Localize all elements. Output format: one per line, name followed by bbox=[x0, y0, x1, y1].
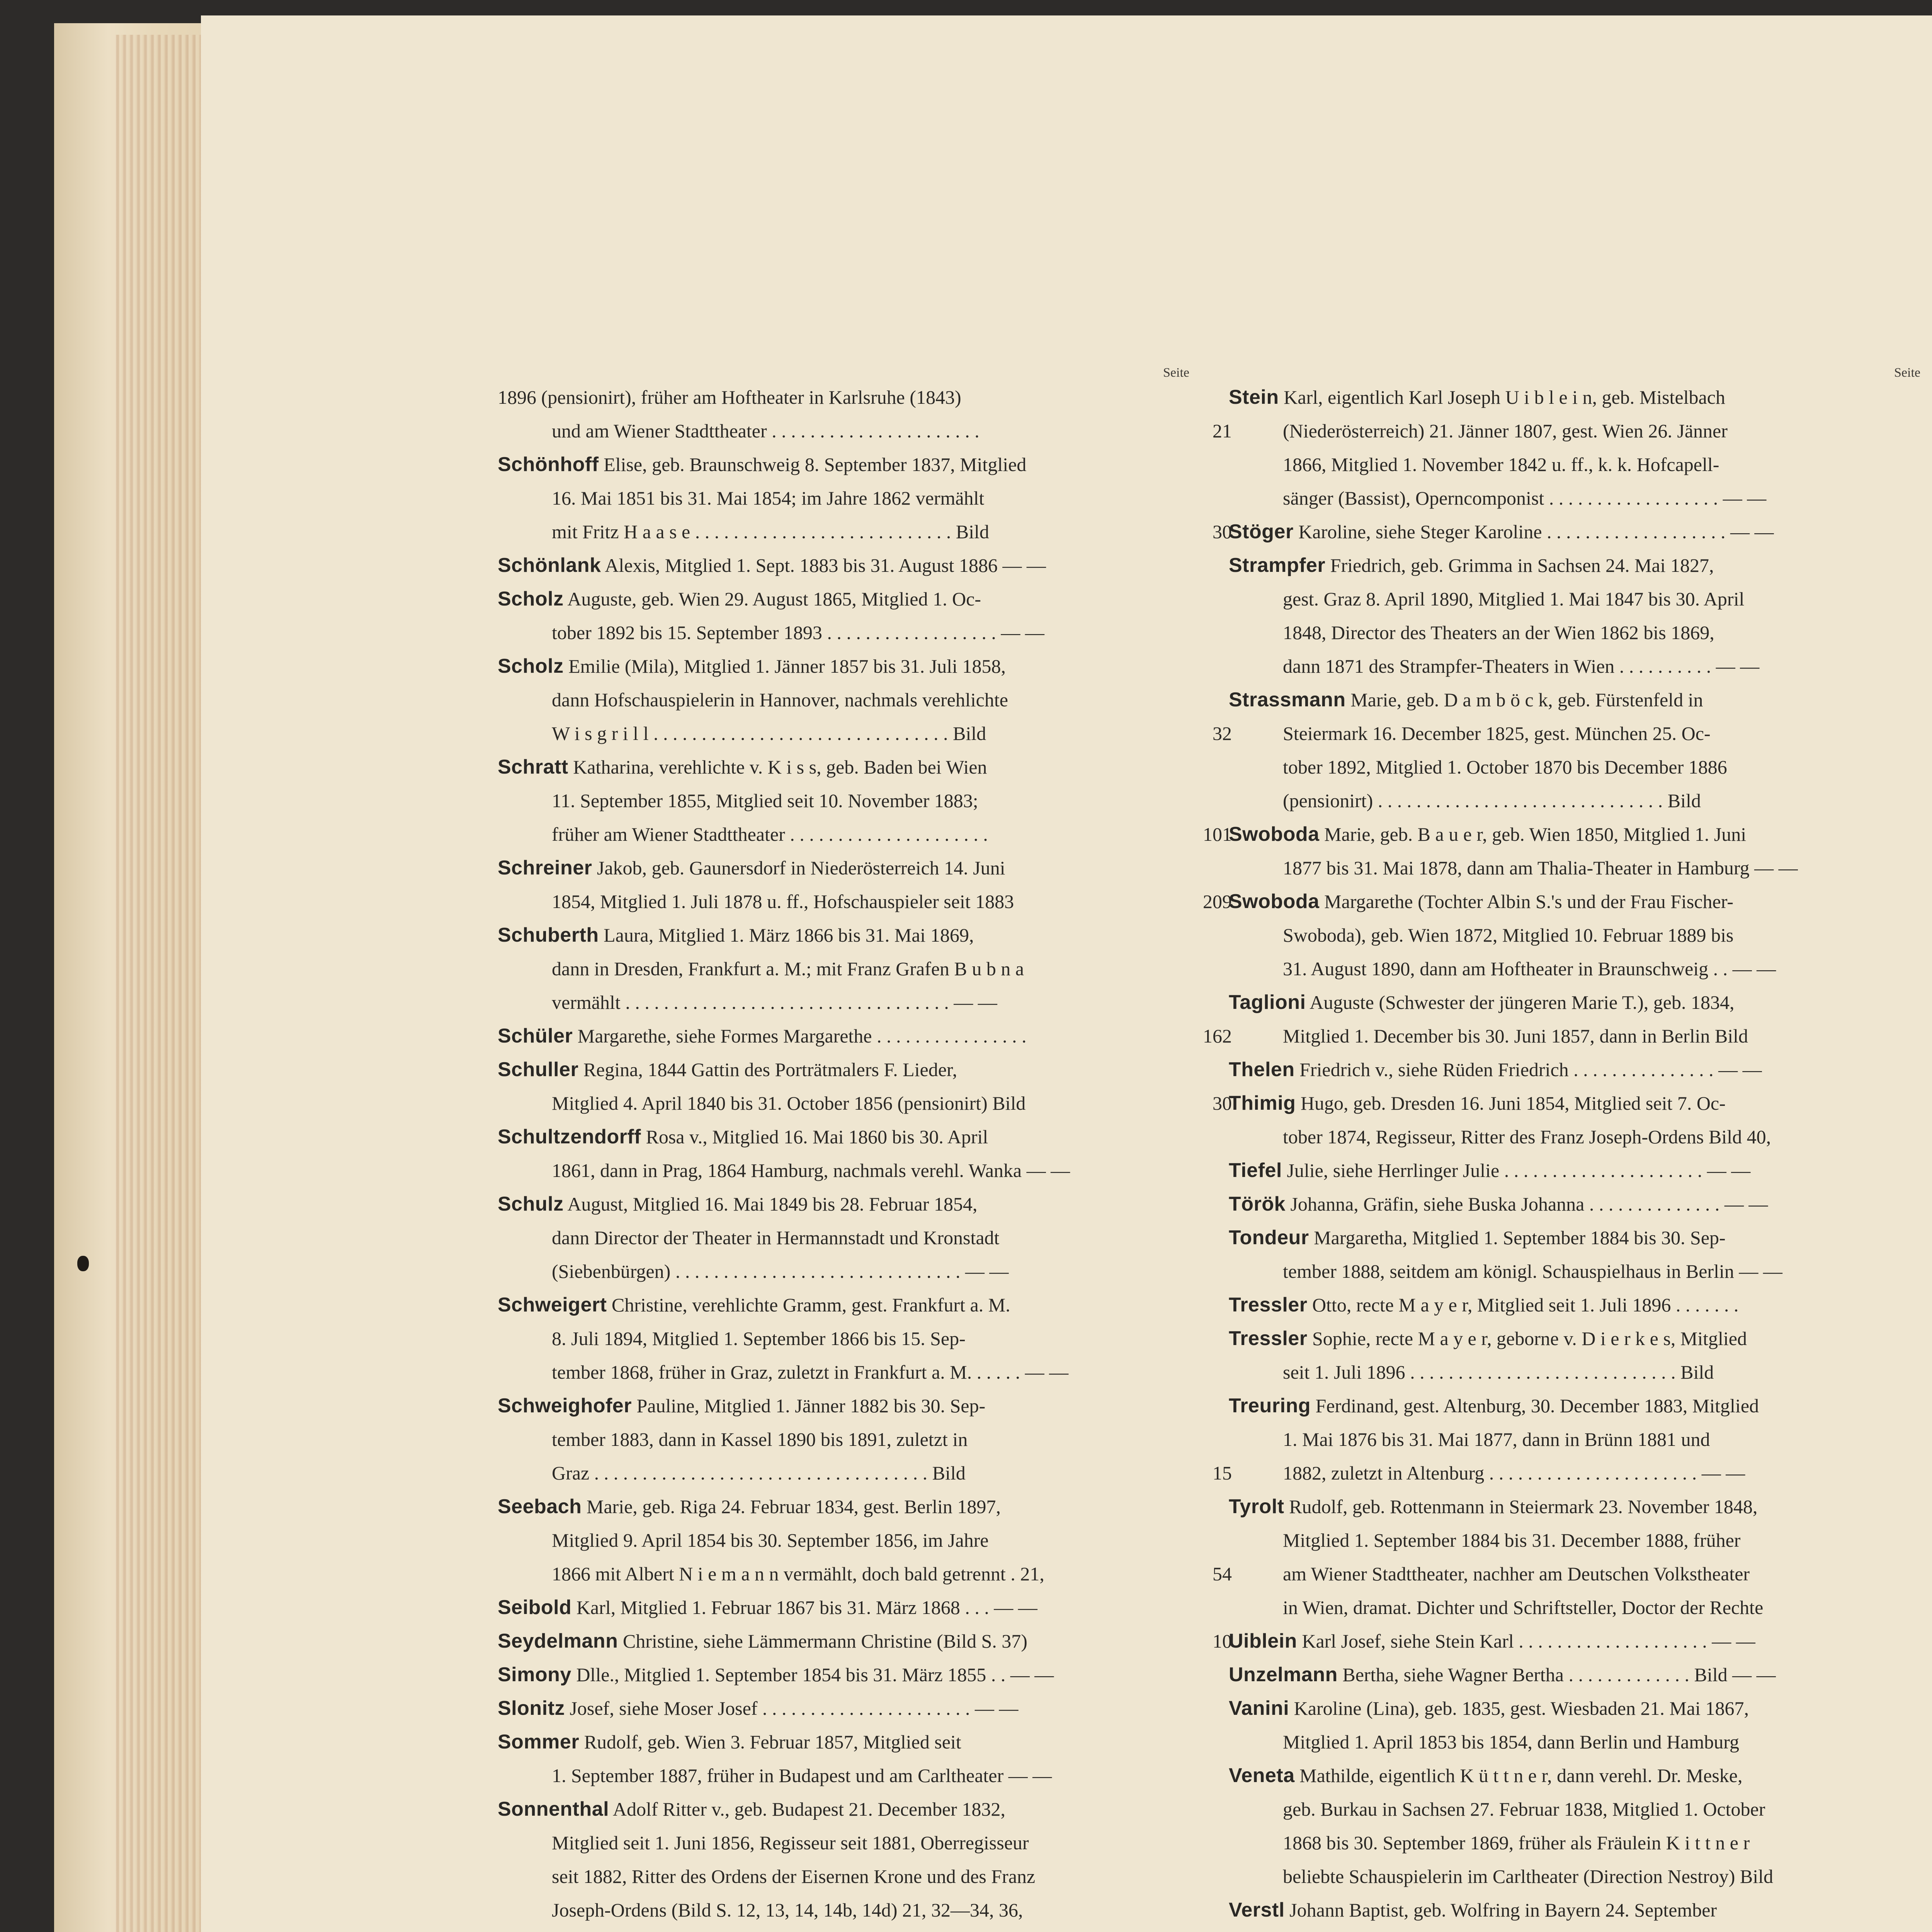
entry-name: Scholz bbox=[498, 655, 564, 677]
entry-text: Johann Baptist, geb. Wolfring in Bayern 24. September bbox=[1289, 1899, 1717, 1921]
entry-line bbox=[498, 414, 1178, 448]
entry-text: 1882, zuletzt in Altenburg . . . . . . . . . . . . . . . . . . . . . . — — bbox=[1283, 1462, 1745, 1484]
entry-text: Mathilde, eigentlich K ü t t n e r, dann verehl. Dr. Meske, bbox=[1299, 1765, 1743, 1786]
entry-name: Seibold bbox=[498, 1596, 572, 1619]
index-entry bbox=[498, 750, 1232, 851]
entry-text: Bertha, siehe Wagner Bertha . . . . . . . . . . . . . Bild — — bbox=[1342, 1664, 1776, 1685]
entry-line bbox=[1229, 1692, 1909, 1725]
entry-line bbox=[1229, 650, 1909, 683]
entry-text: tober 1892, Mitglied 1. October 1870 bis December 1886 bbox=[1283, 756, 1727, 778]
entry-text: in Wien, dramat. Dichter und Schriftsteller, Doctor der Rechte bbox=[1283, 1597, 1764, 1618]
entry-line bbox=[498, 616, 1178, 650]
entry-text: Rudolf, geb. Rottenmann in Steiermark 23. November 1848, bbox=[1289, 1496, 1758, 1517]
entry-name: Schönhoff bbox=[498, 453, 599, 476]
entry-line bbox=[498, 1019, 1178, 1053]
entry-text: Margarethe (Tochter Albin S.'s und der Frau Fischer- bbox=[1324, 891, 1733, 912]
entry-text: 31. August 1890, dann am Hoftheater in Braunschweig . . — — bbox=[1283, 958, 1776, 980]
entry-line bbox=[498, 1725, 1178, 1759]
index-entry bbox=[1229, 1692, 1909, 1759]
entry-text: mit Fritz H a a s e . . . . . . . . . . . . . . . . . . . . . . . . . . . Bild bbox=[552, 521, 989, 543]
entry-line bbox=[1229, 1087, 1909, 1120]
entry-text: W i s g r i l l . . . . . . . . . . . . . . . . . . . . . . . . . . . . . . . Bild bbox=[552, 723, 986, 744]
entry-text: 1. September 1887, früher in Budapest und am Carltheater — — bbox=[552, 1765, 1052, 1786]
entry-line bbox=[1229, 1322, 1909, 1355]
entry-line bbox=[1229, 1053, 1909, 1087]
entry-line bbox=[1229, 1120, 1909, 1154]
entry-text: 1. Mai 1876 bis 31. Mai 1877, dann in Brünn 1881 und bbox=[1283, 1429, 1710, 1450]
entry-text: Regina, 1844 Gattin des Porträtmalers F. Lieder, bbox=[583, 1059, 957, 1080]
entry-name: Tondeur bbox=[1229, 1226, 1309, 1249]
entry-text: Joseph-Ordens (Bild S. 12, 13, 14, 14b, 14d) 21, 32—34, 36, bbox=[552, 1899, 1023, 1921]
index-entry bbox=[1229, 1053, 1909, 1087]
entry-text: 1868 bis 30. September 1869, früher als Fräulein K i t t n e r bbox=[1283, 1832, 1750, 1854]
entry-text: dann Hofschauspielerin in Hannover, nachmals verehlichte bbox=[552, 689, 1008, 711]
entry-line bbox=[1229, 1355, 1909, 1389]
entry-name: Scholz bbox=[498, 588, 564, 610]
page-reference bbox=[1913, 1860, 1932, 1893]
entry-line bbox=[498, 885, 1178, 918]
entry-name: Schönlank bbox=[498, 554, 601, 577]
entry-name: Tressler bbox=[1229, 1327, 1308, 1350]
entry-text: tember 1888, seitdem am königl. Schauspielhaus in Berlin — — bbox=[1283, 1260, 1782, 1282]
entry-line bbox=[1229, 986, 1909, 1019]
entry-line bbox=[498, 448, 1178, 481]
entry-line bbox=[1229, 1019, 1909, 1053]
entry-line bbox=[498, 1120, 1178, 1154]
entry-name: Thelen bbox=[1229, 1058, 1295, 1081]
entry-line bbox=[1229, 1524, 1909, 1557]
entry-line bbox=[498, 1490, 1178, 1524]
entry-text: Friedrich, geb. Grimma in Sachsen 24. Mai 1827, bbox=[1330, 554, 1714, 576]
entry-line bbox=[498, 1692, 1178, 1725]
entry-line bbox=[1229, 1793, 1909, 1826]
entry-name: Tressler bbox=[1229, 1294, 1308, 1316]
page-reference: 162 bbox=[1203, 1025, 1232, 1047]
entry-line bbox=[1229, 1624, 1909, 1658]
page-reference bbox=[1913, 784, 1932, 818]
entry-line bbox=[498, 1826, 1178, 1860]
seite-label-left: Seite bbox=[1163, 366, 1189, 380]
entry-line bbox=[498, 851, 1178, 885]
index-entry bbox=[1229, 986, 1909, 1053]
index-entry bbox=[498, 448, 1232, 549]
entry-line bbox=[498, 1624, 1178, 1658]
entry-text: dann 1871 des Strampfer-Theaters in Wien . . . . . . . . . . — — bbox=[1283, 655, 1760, 677]
entry-text: Katharina, verehlichte v. K i s s, geb. Baden bei Wien bbox=[573, 756, 987, 778]
index-entry bbox=[498, 1053, 1232, 1120]
entry-text: Karl, eigentlich Karl Joseph U i b l e i n, geb. Mistelbach bbox=[1284, 386, 1725, 408]
entry-text: Josef, siehe Moser Josef . . . . . . . . . . . . . . . . . . . . . . — — bbox=[570, 1697, 1019, 1719]
index-entry bbox=[1229, 1893, 1909, 1932]
page-reference: 54 bbox=[1213, 1563, 1232, 1585]
entry-name: Schuberth bbox=[498, 924, 599, 946]
entry-line bbox=[1229, 1893, 1909, 1927]
entry-text: sänger (Bassist), Operncomponist . . . . . . . . . . . . . . . . . . — — bbox=[1283, 487, 1767, 509]
entry-name: Swoboda bbox=[1229, 823, 1320, 845]
entry-text: beliebte Schauspielerin im Carltheater (Direction Nestroy) Bild bbox=[1283, 1866, 1774, 1887]
index-entry bbox=[1229, 1154, 1909, 1187]
entry-text: Rosa v., Mitglied 16. Mai 1860 bis 30. April bbox=[646, 1126, 988, 1148]
entry-line bbox=[498, 582, 1178, 616]
entry-line bbox=[498, 549, 1178, 582]
entry-line bbox=[1229, 515, 1909, 549]
entry-line bbox=[498, 1557, 1178, 1591]
entry-text: Adolf Ritter v., geb. Budapest 21. December 1832, bbox=[612, 1798, 1005, 1820]
page-reference bbox=[1913, 1288, 1932, 1322]
entry-name: Török bbox=[1229, 1193, 1286, 1215]
entry-text: dann in Dresden, Frankfurt a. M.; mit Franz Grafen B u b n a bbox=[552, 958, 1024, 980]
entry-line bbox=[1229, 1389, 1909, 1423]
index-entry bbox=[1229, 818, 1909, 885]
entry-line bbox=[1229, 750, 1909, 784]
entry-line bbox=[498, 1759, 1178, 1793]
entry-text: früher am Wiener Stadttheater . . . . . . . . . . . . . . . . . . . . . bbox=[552, 823, 988, 845]
entry-line bbox=[498, 1087, 1178, 1120]
entry-line bbox=[1229, 616, 1909, 650]
entry-name: Unzelmann bbox=[1229, 1663, 1338, 1686]
entry-text: Auguste, geb. Wien 29. August 1865, Mitglied 1. Oc- bbox=[567, 588, 981, 610]
entry-line bbox=[1229, 952, 1909, 986]
index-entry bbox=[498, 381, 1232, 448]
entry-line bbox=[1229, 1221, 1909, 1255]
entry-name: Schulz bbox=[498, 1193, 564, 1215]
entry-text: Pauline, Mitglied 1. Jänner 1882 bis 30. Sep- bbox=[636, 1395, 986, 1417]
entry-line bbox=[1229, 1860, 1909, 1893]
binding-hole bbox=[77, 1256, 89, 1271]
entry-line bbox=[1229, 1927, 1909, 1932]
entry-name: Schratt bbox=[498, 756, 568, 778]
entry-name: Schreiner bbox=[498, 857, 592, 879]
index-entry bbox=[1229, 683, 1909, 818]
index-entry bbox=[1229, 381, 1909, 515]
entry-line bbox=[498, 381, 1178, 414]
entry-name: Tiefel bbox=[1229, 1159, 1282, 1182]
entry-text: tober 1892 bis 15. September 1893 . . . . . . . . . . . . . . . . . . — — bbox=[552, 622, 1044, 643]
index-entry bbox=[498, 1591, 1178, 1624]
index-entry bbox=[1229, 1087, 1909, 1154]
entry-line bbox=[1229, 1759, 1909, 1793]
entry-text: Mitglied seit 1. Juni 1856, Regisseur seit 1881, Oberregisseur bbox=[552, 1832, 1029, 1854]
entry-text: 1896 (pensionirt), früher am Hoftheater in Karlsruhe (1843) bbox=[498, 386, 961, 408]
entry-text: (pensionirt) . . . . . . . . . . . . . . . . . . . . . . . . . . . . . . Bild bbox=[1283, 790, 1701, 811]
entry-line bbox=[1229, 885, 1909, 918]
entry-text: vermählt . . . . . . . . . . . . . . . . . . . . . . . . . . . . . . . . . . — — bbox=[552, 992, 997, 1013]
entry-line bbox=[1229, 1490, 1909, 1524]
entry-text: am Wiener Stadttheater, nachher am Deutschen Volkstheater bbox=[1283, 1563, 1750, 1585]
entry-text: und am Wiener Stadttheater . . . . . . . . . . . . . . . . . . . . . . bbox=[552, 420, 980, 442]
entry-line bbox=[1229, 1423, 1909, 1456]
page-reference: 101 bbox=[1203, 823, 1232, 845]
entry-text: tember 1868, früher in Graz, zuletzt in Frankfurt a. M. . . . . . — — bbox=[552, 1361, 1069, 1383]
entry-text: gest. Graz 8. April 1890, Mitglied 1. Mai 1847 bis 30. April bbox=[1283, 588, 1745, 610]
entry-name: Uiblein bbox=[1229, 1630, 1297, 1652]
entry-name: Slonitz bbox=[498, 1697, 565, 1719]
entry-line bbox=[498, 1423, 1178, 1456]
entry-text: Steiermark 16. December 1825, gest. München 25. Oc- bbox=[1283, 723, 1711, 744]
entry-text: Ferdinand, gest. Altenburg, 30. December 1883, Mitglied bbox=[1315, 1395, 1759, 1417]
index-entry bbox=[1229, 1658, 1909, 1692]
entry-line bbox=[498, 1221, 1178, 1255]
entry-text: Hugo, geb. Dresden 16. Juni 1854, Mitglied seit 7. Oc- bbox=[1300, 1092, 1726, 1114]
entry-line bbox=[498, 1053, 1178, 1087]
index-entry bbox=[498, 1658, 1178, 1692]
index-entry bbox=[498, 582, 1178, 650]
entry-text: Sophie, recte M a y e r, geborne v. D i e r k e s, Mitglied bbox=[1312, 1328, 1747, 1349]
entry-text: Karoline (Lina), geb. 1835, gest. Wiesbaden 21. Mai 1867, bbox=[1294, 1697, 1749, 1719]
entry-line bbox=[498, 1927, 1178, 1932]
entry-line bbox=[498, 1658, 1178, 1692]
entry-text: dann Director der Theater in Hermannstadt und Kronstadt bbox=[552, 1227, 1000, 1248]
entry-text: Mitglied 1. December bis 30. Juni 1857, dann in Berlin Bild bbox=[1283, 1025, 1748, 1047]
entry-name: Treuring bbox=[1229, 1395, 1311, 1417]
page-reference: 10 bbox=[1213, 1630, 1232, 1652]
entry-text: Alexis, Mitglied 1. Sept. 1883 bis 31. August 1886 — — bbox=[605, 554, 1046, 576]
entry-text: 1861, dann in Prag, 1864 Hamburg, nachmals verehl. Wanka — — bbox=[552, 1160, 1070, 1181]
entry-line bbox=[498, 1893, 1178, 1927]
entry-name: Sonnenthal bbox=[498, 1798, 609, 1820]
index-entry bbox=[1229, 549, 1909, 683]
page-reference bbox=[1913, 1120, 1932, 1154]
entry-line bbox=[1229, 784, 1909, 818]
entry-line bbox=[1229, 1725, 1909, 1759]
entry-text: Karl Josef, siehe Stein Karl . . . . . . . . . . . . . . . . . . . . — — bbox=[1302, 1630, 1755, 1652]
index-entry bbox=[498, 1624, 1232, 1658]
index-entry bbox=[1229, 1759, 1909, 1893]
index-entry bbox=[498, 851, 1232, 918]
entry-name: Strassmann bbox=[1229, 689, 1346, 711]
seite-label-right: Seite bbox=[1894, 366, 1920, 380]
entry-text: Margarethe, siehe Formes Margarethe . . . . . . . . . . . . . . . . bbox=[577, 1025, 1027, 1047]
entry-text: 11. September 1855, Mitglied seit 10. November 1883; bbox=[552, 790, 978, 811]
entry-line bbox=[498, 1288, 1178, 1322]
entry-text: 1854, Mitglied 1. Juli 1878 u. ff., Hofschauspieler seit 1883 bbox=[552, 891, 1014, 912]
entry-text: Marie, geb. D a m b ö c k, geb. Fürstenfeld in bbox=[1350, 689, 1703, 711]
entry-name: Stein bbox=[1229, 386, 1279, 408]
index-entry bbox=[498, 549, 1178, 582]
entry-text: tember 1883, dann in Kassel 1890 bis 1891, zuletzt in bbox=[552, 1429, 968, 1450]
entry-text: 1866 mit Albert N i e m a n n vermählt, doch bald getrennt . 21, bbox=[552, 1563, 1044, 1585]
left-column bbox=[498, 366, 1232, 1932]
index-entry bbox=[1229, 515, 1909, 549]
entry-line bbox=[1229, 481, 1909, 515]
index-entry bbox=[1229, 885, 1909, 986]
index-entry bbox=[1229, 1624, 1909, 1658]
entry-line bbox=[498, 952, 1178, 986]
entry-text: Marie, geb. Riga 24. Februar 1834, gest. Berlin 1897, bbox=[586, 1496, 1001, 1517]
entry-text: seit 1. Juli 1896 . . . . . . . . . . . . . . . . . . . . . . . . . . . . Bild bbox=[1283, 1361, 1714, 1383]
entry-name: Schweigert bbox=[498, 1294, 607, 1316]
entry-name: Seebach bbox=[498, 1495, 582, 1518]
entry-line bbox=[498, 1524, 1178, 1557]
page-reference: 21 bbox=[1213, 420, 1232, 442]
index-entry bbox=[498, 1692, 1178, 1725]
entry-line bbox=[498, 481, 1178, 515]
index-entry bbox=[498, 1793, 1178, 1932]
index-entry bbox=[498, 1019, 1232, 1053]
index-entry bbox=[1229, 1322, 1909, 1389]
entry-text: 16. Mai 1851 bis 31. Mai 1854; im Jahre 1862 vermählt bbox=[552, 487, 985, 509]
index-entry bbox=[498, 1725, 1178, 1793]
page-reference bbox=[1913, 1725, 1932, 1759]
entry-text: Mitglied 4. April 1840 bis 31. October 1856 (pensionirt) Bild bbox=[552, 1092, 1026, 1114]
entry-line bbox=[1229, 818, 1909, 851]
index-entry bbox=[498, 1187, 1178, 1288]
entry-line bbox=[1229, 918, 1909, 952]
entry-text: Auguste (Schwester der jüngeren Marie T.), geb. 1834, bbox=[1310, 992, 1735, 1013]
entry-text: 1877 bis 31. Mai 1878, dann am Thalia-Theater in Hamburg — — bbox=[1283, 857, 1798, 879]
entry-text: 1848, Director des Theaters an der Wien 1862 bis 1869, bbox=[1283, 622, 1714, 643]
entry-line bbox=[498, 750, 1178, 784]
entry-name: Schweighofer bbox=[498, 1395, 632, 1417]
index-entry bbox=[498, 1288, 1178, 1389]
entry-name: Sommer bbox=[498, 1731, 580, 1753]
entry-line bbox=[498, 1322, 1178, 1355]
entry-text: Graz . . . . . . . . . . . . . . . . . . . . . . . . . . . . . . . . . . . Bild bbox=[552, 1462, 966, 1484]
entry-text: Emilie (Mila), Mitglied 1. Jänner 1857 bis 31. Juli 1858, bbox=[568, 655, 1006, 677]
entry-text: Jakob, geb. Gaunersdorf in Niederösterreich 14. Juni bbox=[597, 857, 1005, 879]
entry-name: Simony bbox=[498, 1663, 571, 1686]
entry-line bbox=[498, 918, 1178, 952]
entry-name: Thimig bbox=[1229, 1092, 1296, 1114]
entry-line bbox=[1229, 717, 1909, 750]
entry-name: Veneta bbox=[1229, 1764, 1295, 1787]
entry-line bbox=[498, 1355, 1178, 1389]
entry-text: Johanna, Gräfin, siehe Buska Johanna . . . . . . . . . . . . . . — — bbox=[1290, 1193, 1768, 1215]
page-reference bbox=[1913, 1355, 1932, 1389]
entry-line bbox=[498, 1591, 1178, 1624]
entry-text: (Niederösterreich) 21. Jänner 1807, gest. Wien 26. Jänner bbox=[1283, 420, 1728, 442]
entry-line bbox=[1229, 448, 1909, 481]
entry-text: Christine, siehe Lämmermann Christine (Bild S. 37) bbox=[622, 1630, 1027, 1652]
entry-line bbox=[1229, 1557, 1909, 1591]
index-entry bbox=[498, 1389, 1232, 1490]
index-entry bbox=[498, 1120, 1178, 1187]
entry-name: Schuller bbox=[498, 1058, 579, 1081]
entry-line bbox=[1229, 1591, 1909, 1624]
entry-line bbox=[498, 784, 1178, 818]
index-entry bbox=[1229, 1187, 1909, 1221]
entry-text: Friedrich v., siehe Rüden Friedrich . . . . . . . . . . . . . . . — — bbox=[1299, 1059, 1762, 1080]
entry-name: Seydelmann bbox=[498, 1630, 618, 1652]
entry-line bbox=[498, 1187, 1178, 1221]
entry-line bbox=[498, 986, 1178, 1019]
page-reference: 30 bbox=[1213, 1092, 1232, 1114]
entry-line bbox=[498, 717, 1178, 750]
entry-line bbox=[498, 1154, 1178, 1187]
entry-name: Schultzendorff bbox=[498, 1126, 641, 1148]
entry-text: Margaretha, Mitglied 1. September 1884 bis 30. Sep- bbox=[1314, 1227, 1726, 1248]
entry-line bbox=[498, 1456, 1178, 1490]
page-edges bbox=[116, 35, 201, 1932]
entry-text: Mitglied 9. April 1854 bis 30. September 1856, im Jahre bbox=[552, 1529, 989, 1551]
index-entry bbox=[1229, 1389, 1909, 1490]
entry-text: Christine, verehlichte Gramm, gest. Frankfurt a. M. bbox=[611, 1294, 1010, 1316]
entry-line bbox=[498, 818, 1178, 851]
entry-line bbox=[498, 1255, 1178, 1288]
entry-text: 8. Juli 1894, Mitglied 1. September 1866 bis 15. Sep- bbox=[552, 1328, 966, 1349]
entry-name: Stöger bbox=[1229, 520, 1294, 543]
entry-text: Rudolf, geb. Wien 3. Februar 1857, Mitglied seit bbox=[584, 1731, 961, 1753]
entry-name: Swoboda bbox=[1229, 890, 1320, 913]
page-reference bbox=[1182, 1927, 1232, 1932]
entry-line bbox=[1229, 414, 1909, 448]
right-column bbox=[1229, 366, 1920, 1932]
entry-line bbox=[498, 683, 1178, 717]
entry-name: Vanini bbox=[1229, 1697, 1289, 1719]
entry-text: Mitglied 1. September 1884 bis 31. December 1888, früher bbox=[1283, 1529, 1741, 1551]
page-reference bbox=[1913, 1591, 1932, 1624]
entry-line bbox=[1229, 683, 1909, 717]
entry-text: Elise, geb. Braunschweig 8. September 1837, Mitglied bbox=[604, 454, 1027, 475]
entry-text: Karl, Mitglied 1. Februar 1867 bis 31. März 1868 . . . — — bbox=[576, 1597, 1037, 1618]
page-reference: 15 bbox=[1213, 1462, 1232, 1484]
entry-text: Julie, siehe Herrlinger Julie . . . . . . . . . . . . . . . . . . . . . — — bbox=[1287, 1160, 1751, 1181]
entry-text: Dlle., Mitglied 1. September 1854 bis 31. März 1855 . . — — bbox=[576, 1664, 1054, 1685]
page-reference: 32 bbox=[1213, 723, 1232, 744]
entry-line bbox=[1229, 1456, 1909, 1490]
entry-line bbox=[1229, 1187, 1909, 1221]
entry-line bbox=[1229, 1255, 1909, 1288]
page-reference: 209 bbox=[1203, 891, 1232, 912]
page-reference bbox=[1913, 1019, 1932, 1053]
entry-text: Marie, geb. B a u e r, geb. Wien 1850, Mitglied 1. Juni bbox=[1324, 823, 1747, 845]
index-entry bbox=[1229, 1288, 1909, 1322]
entry-name: Schüler bbox=[498, 1025, 573, 1047]
entry-text: Swoboda), geb. Wien 1872, Mitglied 10. Februar 1889 bis bbox=[1283, 924, 1734, 946]
entry-line bbox=[1229, 1658, 1909, 1692]
entry-name: Tyrolt bbox=[1229, 1495, 1284, 1518]
entry-line bbox=[498, 515, 1178, 549]
entry-text: Laura, Mitglied 1. März 1866 bis 31. Mai 1869, bbox=[604, 924, 974, 946]
entry-text: August, Mitglied 16. Mai 1849 bis 28. Februar 1854, bbox=[567, 1193, 978, 1215]
index-entry bbox=[498, 650, 1232, 750]
index-entry bbox=[1229, 1221, 1909, 1288]
index-entry bbox=[1229, 1490, 1909, 1624]
entry-text: tober 1874, Regisseur, Ritter des Franz Joseph-Ordens Bild 40, bbox=[1283, 1126, 1771, 1148]
entry-text: (Siebenbürgen) . . . . . . . . . . . . . . . . . . . . . . . . . . . . . . — — bbox=[552, 1260, 1009, 1282]
index-entry bbox=[498, 918, 1178, 1019]
entry-line bbox=[1229, 582, 1909, 616]
index-entry bbox=[498, 1490, 1232, 1591]
entry-line bbox=[1229, 549, 1909, 582]
entry-line bbox=[1229, 1288, 1909, 1322]
entry-line bbox=[498, 1793, 1178, 1826]
entry-line bbox=[498, 650, 1178, 683]
entry-line bbox=[1229, 381, 1909, 414]
entry-text: Mitglied 1. April 1853 bis 1854, dann Berlin und Hamburg bbox=[1283, 1731, 1739, 1753]
entry-name: Taglioni bbox=[1229, 991, 1306, 1014]
entry-name: Strampfer bbox=[1229, 554, 1326, 577]
entry-text: seit 1882, Ritter des Ordens der Eisernen Krone und des Franz bbox=[552, 1866, 1036, 1887]
entry-line bbox=[498, 1389, 1178, 1423]
entry-name: Verstl bbox=[1229, 1899, 1285, 1921]
entry-line bbox=[498, 1860, 1178, 1893]
entry-text: Otto, recte M a y e r, Mitglied seit 1. Juli 1896 . . . . . . . bbox=[1312, 1294, 1739, 1316]
entry-line bbox=[1229, 1826, 1909, 1860]
entry-text: Karoline, siehe Steger Karoline . . . . . . . . . . . . . . . . . . . — — bbox=[1298, 521, 1774, 543]
entry-text: 1866, Mitglied 1. November 1842 u. ff., k. k. Hofcapell- bbox=[1283, 454, 1719, 475]
entry-text: geb. Burkau in Sachsen 27. Februar 1838, Mitglied 1. October bbox=[1283, 1798, 1765, 1820]
entry-line bbox=[1229, 1154, 1909, 1187]
page-reference: 30 bbox=[1213, 521, 1232, 543]
entry-line bbox=[1229, 851, 1909, 885]
